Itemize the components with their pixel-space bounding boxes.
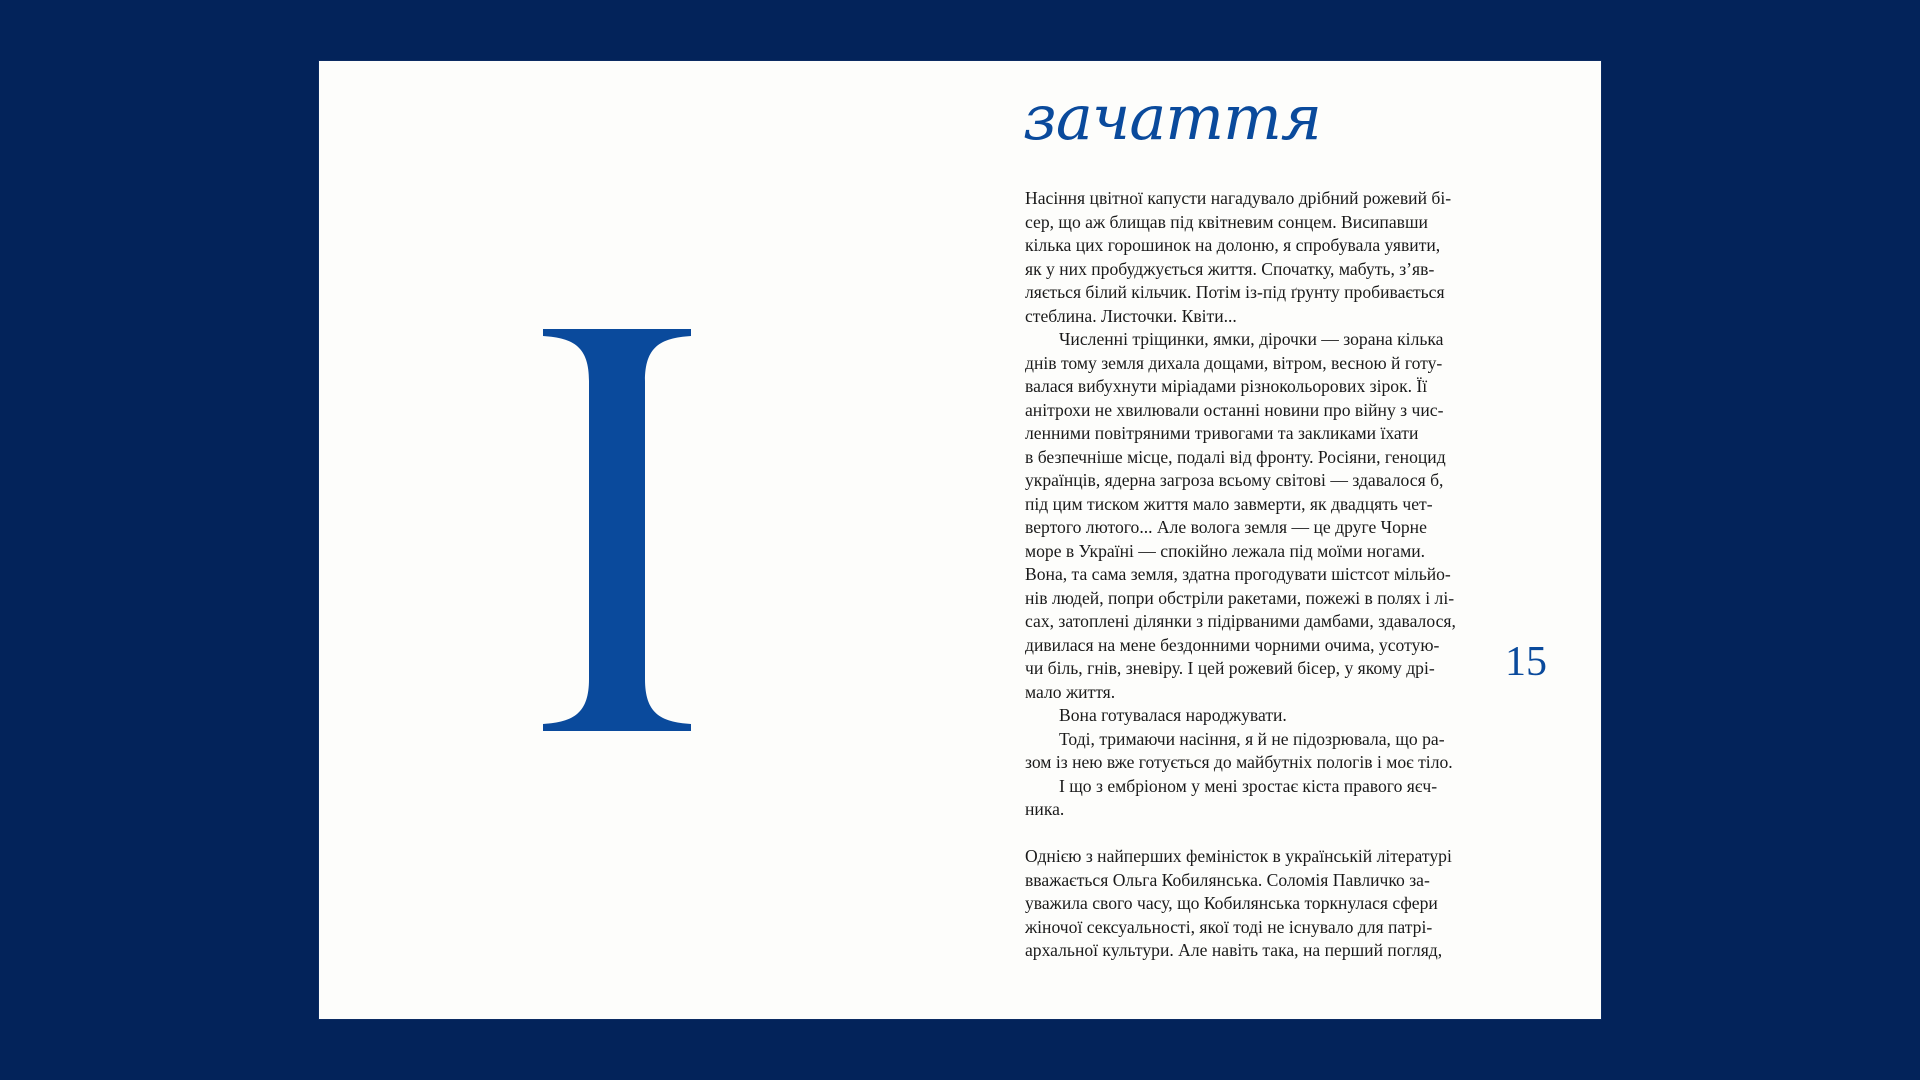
paragraph: Численні тріщинки, ямки, дірочки — зорана кілька днів тому земля дихала дощами, вітром, весною й готу- валася вибухнути міріадами різнокольорових зірок. Її анітрохи не хвилювали останні новини про війну з чис- ленними повітряними тривогами та закликами їхати в безпечніше місце, подалі від фронту. Росіяни, геноцид українців, ядерна загроза всьому світові — здавалося б, під цим тиском життя мало завмерти, як двадцять чет- вертого лютого... Але волога земля — це друге Чорне море в Україні — спокійно лежала під моїми ногами. Вона, та сама земля, здатна прогодувати шістсот мільйо- нів людей, попри обстріли ракетами, пожежі в полях і лі- сах, затоплені ділянки з підірваними дамбами, здавалося, дивилася на мене бездонними чорними очима, усотую- чи біль, гнів, зневіру. І цей рожевий бісер, у якому дрі- мало життя. [1025, 329, 1456, 702]
paragraph: Тоді, тримаючи насіння, я й не підозрювала, що ра- зом із нею вже готується до майбутніх пологів і моє тіло. [1025, 728, 1453, 772]
book-spread [319, 61, 1601, 1019]
chapter-numeral [541, 329, 693, 731]
paragraph: Насіння цвітної капусти нагадувало дрібний рожевий бі- сер, що аж блищав під квітневим сонцем. Висипавши кілька цих горошинок на долоню, я спробувала уявити, як у них пробуджується життя. Спочатку, мабуть, з’яв- ляється білий кільчик. Потім із-під ґрунту пробивається стеблина. Листочки. Квіти... [1025, 188, 1452, 326]
paragraph: Однією з найперших феміністок в українській літературі вважається Ольга Кобилянська. Соломія Павличко за- уважила свого часу, що Кобилянська торкнулася сфери жіночої сексуальності, якої тоді не існувало для патрі- архальної культури. Але навіть така, на перший погляд, [1025, 846, 1452, 960]
chapter-title: зачаття [1023, 81, 1321, 154]
paragraph: Вона готувалася народжувати. [1059, 705, 1287, 725]
paragraph: І що з ембріоном у мені зростає кіста правого яєч- ника. [1025, 775, 1438, 819]
roman-numeral-one-glyph [541, 329, 693, 731]
page-number: 15 [1505, 639, 1547, 685]
body-text [1025, 187, 1467, 963]
